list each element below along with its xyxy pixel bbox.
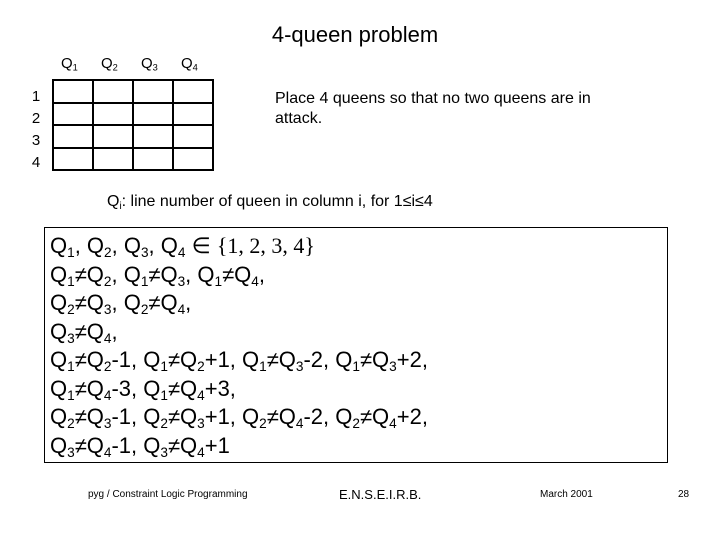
column-header-q1: $Q_1$ <box>61 55 78 73</box>
board-cell <box>174 126 214 149</box>
board-cell <box>134 149 174 172</box>
board-cell <box>94 126 134 149</box>
constraints-list <box>50 232 428 460</box>
board-cell <box>54 81 94 104</box>
variable-definition: $Q_i$: line number of queen in column i, for 1≤i≤4 <box>107 193 433 212</box>
board-cell <box>174 81 214 104</box>
column-header-q3: $Q_3$ <box>141 55 158 73</box>
constraint-line: $Q_3\ne Q_4$, <box>50 318 118 346</box>
row-header-3: 3 <box>31 132 41 149</box>
footer-course: pyg / Constraint Logic Programming <box>88 489 248 500</box>
board-cell <box>54 104 94 127</box>
board-cell <box>54 126 94 149</box>
board-cell <box>174 149 214 172</box>
board-cell <box>174 104 214 127</box>
board-cell <box>134 104 174 127</box>
column-header-q2: $Q_2$ <box>101 55 118 73</box>
row-header-1: 1 <box>31 88 41 105</box>
board-cell <box>54 149 94 172</box>
footer-page-number: 28 <box>678 489 690 500</box>
constraint-line: $Q_3\ne Q_4-1$, $Q_3\ne Q_4+1$ <box>50 432 230 460</box>
footer-institution: E.N.S.E.I.R.B. <box>339 487 422 502</box>
column-header-q4: $Q_4$ <box>181 55 198 73</box>
board-cell <box>94 81 134 104</box>
chess-board-grid <box>52 79 214 171</box>
row-header-2: 2 <box>31 110 41 127</box>
board-cell <box>134 81 174 104</box>
board-cell <box>94 104 134 127</box>
constraint-line: $Q_2\ne Q_3$, $Q_2\ne Q_4$, <box>50 290 192 317</box>
constraint-line: $Q_1$, $Q_2$, $Q_3$, $Q_4$ ∈ {1, 2, 3, 4} <box>50 233 315 260</box>
constraint-line: $Q_2\ne Q_3-1$, $Q_2\ne Q_3+1$, $Q_2\ne Q_4-2$, $Q_2\ne Q_4+2$, <box>50 404 428 431</box>
row-header-4: 4 <box>31 154 41 171</box>
constraint-line: $Q_1\ne Q_4-3$, $Q_1\ne Q_4+3$, <box>50 375 236 403</box>
page-title: 4-queen problem <box>271 22 439 47</box>
problem-description: Place 4 queens so that no two queens are in attack. <box>275 90 591 127</box>
footer-date: March 2001 <box>540 489 593 500</box>
board-cell <box>134 126 174 149</box>
constraint-line: $Q_1\ne Q_2-1$, $Q_1\ne Q_2+1$, $Q_1\ne Q_3-2$, $Q_1\ne Q_3+2$, <box>50 347 428 374</box>
board-cell <box>94 149 134 172</box>
constraint-line: $Q_1\ne Q_2$, $Q_1\ne Q_3$, $Q_1\ne Q_4$, <box>50 261 265 289</box>
